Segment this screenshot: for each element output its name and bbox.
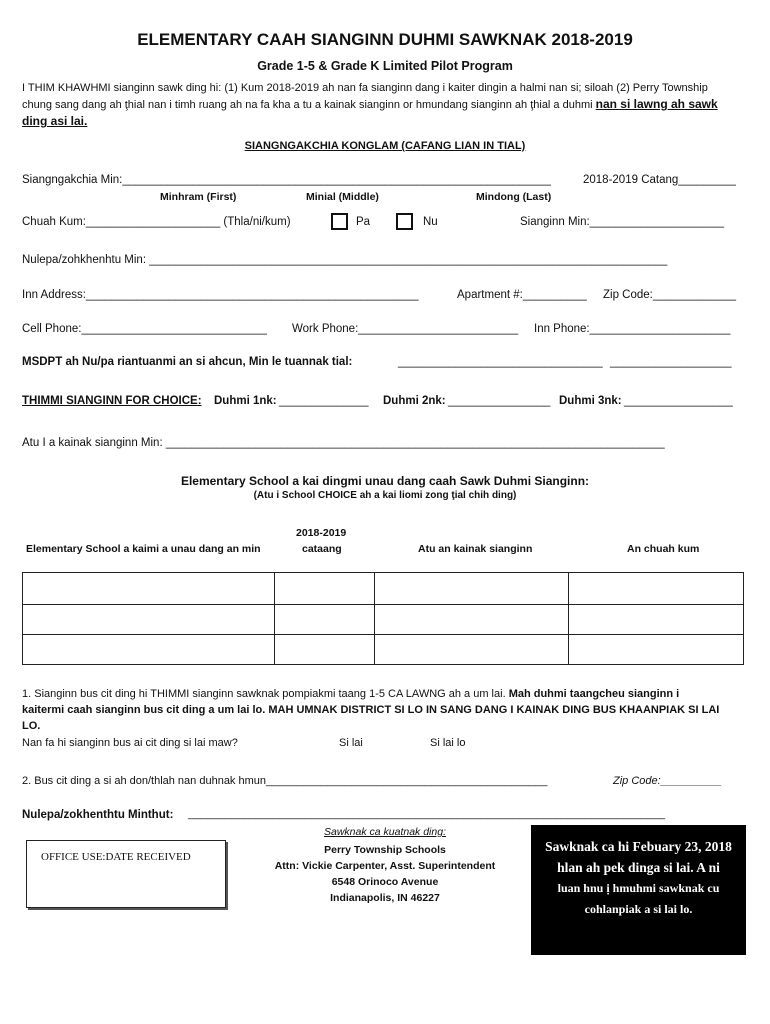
choice-2-field[interactable]: ________________ <box>448 395 551 407</box>
bus-note-line-2 <box>22 704 719 716</box>
bus-note-plain-2: kaitermi caah sianginn bus cit ding a um lai lo. <box>22 704 266 716</box>
col-grade-year: 2018-2019 <box>296 527 347 539</box>
choice-1-label: Duhmi 1nk: <box>214 395 277 407</box>
msdpt-field-1[interactable]: ________________________________ <box>398 356 603 368</box>
choice-3-label: Duhmi 3nk: <box>559 395 622 407</box>
form-subtitle: Grade 1-5 & Grade K Limited Pilot Program <box>257 59 513 73</box>
msdpt-field-2[interactable]: ___________________ <box>610 356 732 368</box>
last-name-caption: Mindong (Last) <box>476 191 552 203</box>
bus-question: Nan fa hi sianginn bus ai cit ding si lai maw? <box>22 737 238 749</box>
form-title: ELEMENTARY CAAH SIANGINN DUHMI SAWKNAK 2018-2019 <box>137 30 633 49</box>
deadline-notice <box>531 825 746 955</box>
student-name-field[interactable]: Siangngakchia Min:___________________________________________________________________ <box>22 174 551 186</box>
bus-yes-option[interactable]: Si lai <box>339 737 363 749</box>
col-grade: cataang <box>302 543 342 555</box>
bus-no-option[interactable]: Si lai lo <box>430 737 466 749</box>
signature-label: Nulepa/zokhenthtu Minthut: <box>22 809 174 821</box>
table-row-divider <box>23 604 743 605</box>
bus-note-bold-1: Mah duhmi taangcheu sianginn i <box>508 688 680 700</box>
male-checkbox[interactable] <box>331 213 348 230</box>
signature-field[interactable]: ______________________________________________________________________________ <box>188 808 666 820</box>
table-col-divider <box>568 573 569 664</box>
table-col-divider <box>374 573 375 664</box>
choice-3-field[interactable]: _________________ <box>624 395 733 407</box>
mail-line-2: Attn: Vickie Carpenter, Asst. Superintendent <box>274 860 496 872</box>
middle-name-caption: Minial (Middle) <box>306 191 379 203</box>
zip-code-field[interactable]: Zip Code:_____________ <box>603 289 737 301</box>
bus-zip-field[interactable]: Zip Code:__________ <box>613 775 722 787</box>
office-use-label: OFFICE USE:DATE RECEIVED <box>41 851 191 863</box>
table-col-divider <box>274 573 275 664</box>
bus-note-line-1 <box>22 688 679 700</box>
bus-note-line-3: LO. <box>22 720 41 732</box>
siblings-subheading: (Atu i School CHOICE ah a kai liomi zong ţial chih ding) <box>253 490 517 501</box>
bus-note-bold-2: MAH UMNAK DISTRICT SI LO IN SANG DANG I KAINAK DING BUS KHAANPIAK SI LAI <box>268 704 720 716</box>
grade-field[interactable]: 2018-2019 Catang_________ <box>583 174 736 186</box>
address-field[interactable]: Inn Address:____________________________________________________ <box>22 289 419 301</box>
apartment-field[interactable]: Apartment #:__________ <box>457 289 587 301</box>
choice-2-label: Duhmi 2nk: <box>383 395 446 407</box>
current-school-field[interactable]: Atu I a kainak sianginn Min: ______________________________________________________________________________ <box>22 437 665 449</box>
col-birth-year: An chuah kum <box>627 543 700 555</box>
table-row-divider <box>23 634 743 635</box>
intro-paragraph <box>22 80 750 130</box>
school-name-field[interactable]: Sianginn Min:_____________________ <box>520 216 724 228</box>
intro-emphasis-2: ding asi lai. <box>22 114 88 128</box>
section-heading: SIANGNGAKCHIA KONGLAM (CAFANG LIAN IN TIAL) <box>244 140 526 152</box>
siblings-table[interactable] <box>22 572 744 665</box>
choice-label: THIMMI SIANGINN FOR CHOICE: <box>22 395 202 407</box>
work-phone-field[interactable]: Work Phone:_________________________ <box>292 323 519 335</box>
notice-line-1: Sawknak ca hi Febuary 23, 2018 <box>545 839 732 854</box>
col-current-school: Atu an kainak sianginn <box>418 543 533 555</box>
msdpt-label: MSDPT ah Nu/pa riantuanmi an si ahcun, Min le tuannak tial: <box>22 356 353 368</box>
birth-date-field[interactable]: Chuah Kum:_____________________ (Thla/ni/kum) <box>22 216 291 228</box>
notice-line-4: cohlanpiak a si lai lo. <box>584 902 693 916</box>
home-phone-field[interactable]: Inn Phone:______________________ <box>534 323 731 335</box>
mail-line-4: Indianapolis, IN 46227 <box>330 892 440 904</box>
notice-line-3: luan hnu ị hmuhmi sawknak cu <box>557 881 720 895</box>
col-sibling-name: Elementary School a kaimi a unau dang an min <box>26 543 261 555</box>
bus-pickup-field[interactable]: 2. Bus cit ding a si ah don/thlah nan duhnak hmun______________________________________________ <box>22 775 548 787</box>
first-name-caption: Minhram (First) <box>160 191 237 203</box>
mail-line-1: Perry Township Schools <box>324 844 446 856</box>
notice-line-2: hlan ah pek dinga si lai. A ni <box>557 860 720 875</box>
cell-phone-field[interactable]: Cell Phone:_____________________________ <box>22 323 267 335</box>
mail-line-3: 6548 Orinoco Avenue <box>331 876 439 888</box>
female-label: Nu <box>423 216 438 228</box>
intro-emphasis-1: nan si lawng ah sawk <box>595 97 718 111</box>
female-checkbox[interactable] <box>396 213 413 230</box>
mail-heading: Sawknak ca kuatnak ding: <box>324 826 446 838</box>
intro-line-1: I THIM KHAWHMI sianginn sawk ding hi: (1) Kum 2018-2019 ah nan fa sianginn dang i kaiter dingin a halmi nan si; siloah (2) Perry Township <box>22 82 708 94</box>
parent-name-field[interactable]: Nulepa/zohkhenhtu Min: _________________________________________________________________________________ <box>22 254 668 266</box>
intro-line-2: chung sang dang ah ţhial nan i timh ruang ah na fa kha a tu a kainak sianginn or hmundang sianginn ah ţhial a duhmi <box>22 99 593 111</box>
bus-note-plain-1: 1. Sianginn bus cit ding hi THIMMI sianginn sawknak pompiakmi taang 1-5 CA LAWNG ah a um lai. <box>22 688 506 700</box>
male-label: Pa <box>356 216 371 228</box>
siblings-heading: Elementary School a kai dingmi unau dang caah Sawk Duhmi Sianginn: <box>180 474 590 488</box>
choice-1-field[interactable]: ______________ <box>279 395 369 407</box>
office-use-box <box>26 840 226 908</box>
